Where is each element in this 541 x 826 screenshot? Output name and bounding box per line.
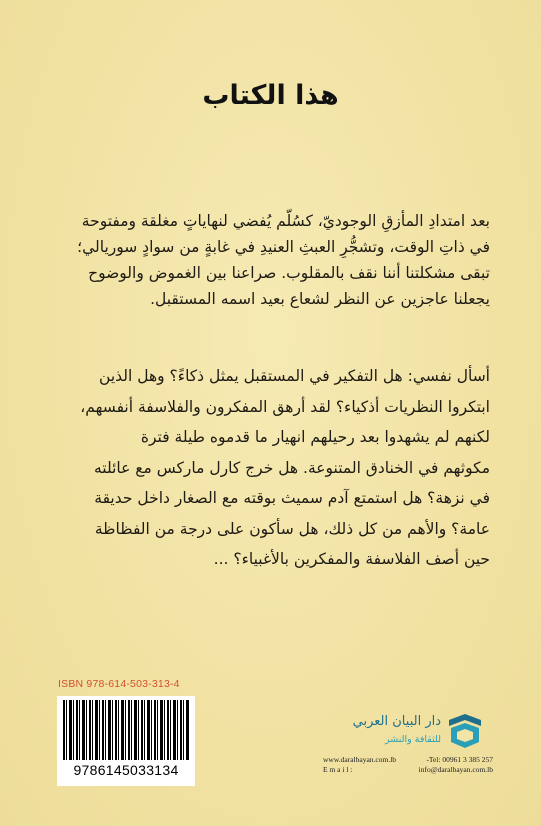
phone-text: -Tel: 00961 3 385 257 [426,755,493,764]
publisher-tagline: للثقافة والنشر [385,734,441,745]
isbn-label: ISBN 978-614-503-313-4 [58,678,180,690]
publisher-block [325,712,485,752]
blurb-paragraph-1 [46,208,490,312]
paragraph-line: في نزهة؟ هل استمتع آدم سميث بوقته مع الصغار داخل حديقة [94,489,490,507]
paragraph-line: أسأل نفسي: هل التفكير في المستقبل يمثل ذكاءً؟ وهل الذين [99,367,490,385]
paragraph-line: يجعلنا عاجزين عن النظر لشعاع بعيد اسمه المستقبل. [150,290,490,308]
paragraph-line: ابتكروا النظريات أذكياء؟ لقد أرهق المفكرون والفلاسفة أنفسهم، [80,397,490,416]
paragraph-line: في ذاتِ الوقت، وتشجُّرِ العبثِ العنيدِ في غابةٍ من سوادٍ سوريالي؛ [77,238,490,256]
publisher-contact [323,755,493,775]
publisher-logo-icon [445,712,485,750]
cover-heading: هذا الكتاب [202,80,339,111]
paragraph-line: لكنهم لم يشهدوا بعد رحيلهم انهيار ما قدموه طيلة فترة [140,428,490,446]
email-label: E m a i l : [323,765,353,774]
barcode [57,696,195,786]
barcode-bars [63,700,189,760]
email-text: info@daralbayan.com.lb [418,765,493,774]
paragraph-line: بعد امتدادِ المأزقِ الوجوديّ، كسُلّم يُفضي لنهاياتٍ مغلقة ومفتوحة [81,212,490,230]
barcode-number: 9786145033134 [73,762,179,778]
blurb-paragraph-2 [46,361,490,575]
website-text: www.daralbayan.com.lb [323,755,397,764]
paragraph-line: حين أصف الفلاسفة والمفكرين بالأغبياء؟ ... [213,550,490,568]
paragraph-line: مكوثهم في الخنادق المتنوعة. هل خرج كارل ماركس مع عائلته [93,458,490,477]
paragraph-line: تبقى مشكلتنا أننا نقف بالمقلوب. صراعنا بين الغموض والوضوح [88,264,490,282]
paragraph-line: عامة؟ والأهم من كل ذلك، هل سأكون على درجة من الفظاظة [94,519,490,538]
publisher-name: دار البيان العربي [352,714,441,729]
